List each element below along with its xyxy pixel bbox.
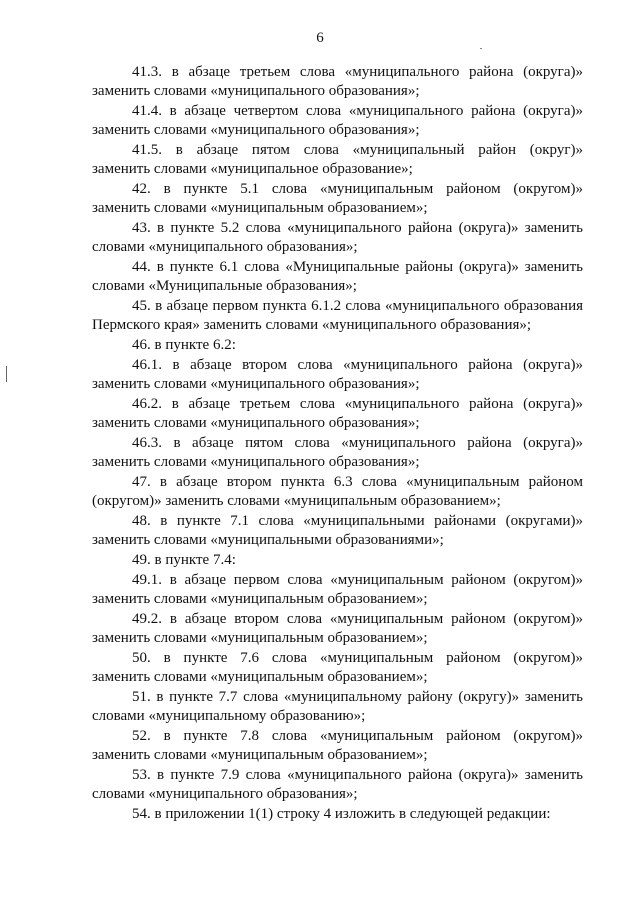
amendment-item-first-line: 46.3. в абзаце пятом слова «муниципального района (округа)»: [132, 435, 583, 451]
amendment-item: [92, 219, 583, 257]
amendment-item-first-line: 50. в пункте 7.6 слова «муниципальным районом (округом)»: [132, 650, 583, 666]
amendment-item-first-line: 49.1. в абзаце первом слова «муниципальным районом (округом)»: [132, 572, 583, 588]
amendment-item: [92, 688, 583, 726]
amendment-item-first-line: 51. в пункте 7.7 слова «муниципальному району (округу)» заменить: [132, 689, 583, 705]
amendment-item: [92, 805, 583, 824]
amendment-item-first-line: 46. в пункте 6.2:: [132, 337, 236, 353]
amendment-item-continuation: Пермского края» заменить словами «муниципального образования»;: [92, 317, 532, 333]
amendment-item: [92, 336, 583, 355]
amendment-item-continuation: заменить словами «муниципальными образованиями»;: [92, 532, 444, 548]
amendment-item-first-line: 52. в пункте 7.8 слова «муниципальным районом (округом)»: [132, 728, 583, 744]
amendment-item: [92, 395, 583, 433]
amendment-item: [92, 551, 583, 570]
amendment-item-continuation: заменить словами «муниципальным образованием»;: [92, 669, 428, 685]
amendment-item-continuation: заменить словами «муниципальным образованием»;: [92, 630, 428, 646]
amendment-item-continuation: словами «муниципального образования»;: [92, 786, 358, 802]
amendment-item: [92, 727, 583, 765]
amendment-item: [92, 141, 583, 179]
amendment-item-first-line: 41.5. в абзаце пятом слова «муниципальный район (округ)»: [132, 142, 583, 158]
amendment-item-first-line: 53. в пункте 7.9 слова «муниципального района (округа)» заменить: [132, 767, 583, 783]
amendment-item: [92, 649, 583, 687]
amendment-item-continuation: заменить словами «муниципального образования»;: [92, 122, 420, 138]
amendment-item-first-line: 46.2. в абзаце третьем слова «муниципального района (округа)»: [132, 396, 583, 412]
amendment-item-continuation: заменить словами «муниципальным образованием»;: [92, 747, 428, 763]
amendment-item-first-line: 46.1. в абзаце втором слова «муниципального района (округа)»: [132, 357, 583, 373]
amendment-item: [92, 356, 583, 394]
amendment-item-first-line: 54. в приложении 1(1) строку 4 изложить в следующей редакции:: [132, 806, 551, 822]
scan-artifact-mark: [6, 366, 9, 382]
amendment-item: [92, 473, 583, 511]
amendment-item-first-line: 41.4. в абзаце четвертом слова «муниципального района (округа)»: [132, 103, 583, 119]
amendment-item-continuation: заменить словами «муниципальным образованием»;: [92, 591, 428, 607]
amendment-item-first-line: 41.3. в абзаце третьем слова «муниципального района (округа)»: [132, 64, 583, 80]
amendment-item-continuation: заменить словами «муниципального образования»;: [92, 83, 420, 99]
scan-artifact-dot: [480, 48, 482, 49]
amendment-item-first-line: 49.2. в абзаце втором слова «муниципальным районом (округом)»: [132, 611, 583, 627]
amendment-item-first-line: 45. в абзаце первом пункта 6.1.2 слова «муниципального образования: [132, 298, 583, 314]
document-body: [92, 63, 583, 825]
amendment-item-first-line: 44. в пункте 6.1 слова «Муниципальные районы (округа)» заменить: [132, 259, 583, 275]
amendment-item: [92, 180, 583, 218]
amendment-item-continuation: заменить словами «муниципальным образованием»;: [92, 200, 428, 216]
amendment-item-continuation: заменить словами «муниципального образования»;: [92, 376, 420, 392]
amendment-item-first-line: 43. в пункте 5.2 слова «муниципального района (округа)» заменить: [132, 220, 583, 236]
amendment-item-continuation: (округом)» заменить словами «муниципальным образованием»;: [92, 493, 501, 509]
amendment-item-continuation: словами «муниципального образования»;: [92, 239, 358, 255]
amendment-item-continuation: заменить словами «муниципального образования»;: [92, 415, 420, 431]
amendment-item-continuation: словами «Муниципальные образования»;: [92, 278, 357, 294]
amendment-item-first-line: 47. в абзаце втором пункта 6.3 слова «муниципальным районом: [132, 474, 583, 490]
amendment-item: [92, 102, 583, 140]
amendment-item: [92, 512, 583, 550]
amendment-item-continuation: словами «муниципальному образованию»;: [92, 708, 366, 724]
amendment-item: [92, 610, 583, 648]
page-number: 6: [316, 30, 324, 46]
amendment-item: [92, 434, 583, 472]
amendment-item-first-line: 42. в пункте 5.1 слова «муниципальным районом (округом)»: [132, 181, 583, 197]
amendment-item-continuation: заменить словами «муниципального образования»;: [92, 454, 420, 470]
amendment-item-continuation: заменить словами «муниципальное образование»;: [92, 161, 413, 177]
amendment-item: [92, 63, 583, 101]
amendment-item: [92, 258, 583, 296]
amendment-item: [92, 297, 583, 335]
amendment-item-first-line: 48. в пункте 7.1 слова «муниципальными районами (округами)»: [132, 513, 583, 529]
amendment-item: [92, 766, 583, 804]
amendment-item-first-line: 49. в пункте 7.4:: [132, 552, 236, 568]
amendment-item: [92, 571, 583, 609]
